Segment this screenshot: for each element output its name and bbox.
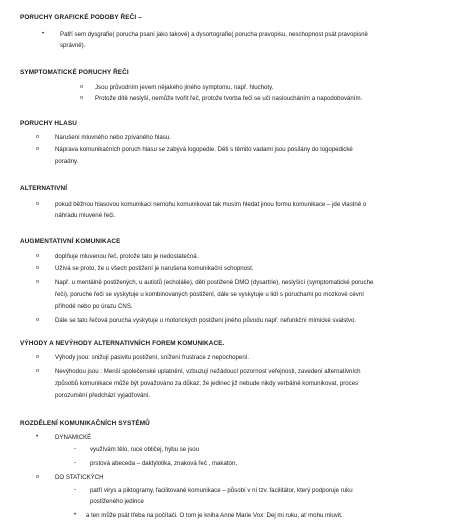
circle-bullet-icon [36,200,39,209]
list-item: a ten může psát třeba na počítači. O tom je kniha Anne Marie Vox: Dej mi ruku, ať mohu mluvit. [86,512,343,519]
list-item: Náprava komunikačních poruch hlasu se zabývá logopedie. Děti s těmito vadami jsou posílány do logopedické [55,146,353,153]
list-item: Protože dítě neslyší, nemůže tvořit řeč, protože tvorba řeči se učí nasloucháním a napodobováním. [95,95,363,102]
circle-bullet-icon [36,278,39,287]
bullet-icon [36,433,38,442]
list-item: Nevýhodou jsou : Menší společenské uplatnění, vzbuzují nežádoucí pozornost veřejnosti, zavedení alternativních [55,368,361,375]
list-item-continuation: postiženého jedince [90,498,144,505]
bullet-icon [42,30,44,39]
list-item: Např. u mentálně postižených, u autistů (echolálie), dětí postižené DMO (dysartrie), neslyšící (symptomatické poruche [55,279,374,286]
section-heading-alternative: ALTERNATIVNÍ [20,185,68,192]
section-heading-pros-cons: VÝHODY A NEVÝHODY ALTERNATIVNÍCH FOREM KOMUNIKACE. [20,340,225,347]
list-item-continuation: příhodě nebo po úrazu CNS. [55,303,133,310]
circle-bullet-icon [36,133,39,142]
section-heading-voice: PORUCHY HLASU [20,120,77,127]
dash-bullet-icon: - [74,446,76,452]
list-item: Výhody jsou: snižují pasivitu postižení, snížení frustrace z nepochopení. [55,354,250,361]
list-item: Užívá se proto, že u všech postižení je narušena komunikační schopnost. [55,265,254,272]
list-item: pokud běžnou hlasovou komunikaci nemohu komunikovat tak musím hledat jinou formu komunikace – jde vlastně o [55,201,367,208]
circle-bullet-icon [36,252,39,261]
dash-bullet-icon: - [74,487,76,493]
list-item-continuation: náhradu mluvené řeči. [55,212,116,219]
circle-bullet-icon [80,83,83,92]
list-item: DO STATICKÝCH [55,474,104,481]
section-heading-symptomatic: SYMPTOMATICKÉ PORUCHY ŘEČI [20,69,129,76]
list-item-continuation: porozumění předchází vyjadřování. [55,392,151,399]
list-item: využívám tělo, ruce obličej, hýbu se jsou [90,446,200,453]
list-item: prstová abeceda – daktylotika, znaková řeč , makaton, [90,460,238,467]
list-item: Patří sem dysgrafie( porucha psaní jako takové) a dysortografie( porucha pravopisu, neschopnost psát pravopisně [60,31,368,38]
section-heading-graphic-disorders: PORUCHY GRAFICKÉ PODOBY ŘEČI – [20,14,142,21]
list-item-continuation: poradny. [55,158,79,165]
list-item: patří virys a piktogramy, facilitované komunikace – působí v ní tzv. facilitátor, který podporuje ruku [90,487,353,494]
list-item-continuation: řeči), poruche řeči se vyskytuje u kombinovaných postižení, dále se vyskytuje u lidí s poruchami po mozkové cévní [55,291,364,298]
list-item: doplňuje mluvenou řeč, protože tato je nedostatečná. [55,253,199,260]
section-heading-augmentative: AUGMENTATIVNÍ KOMUNIKACE [20,238,121,245]
list-item-continuation: správně). [60,42,86,49]
circle-bullet-icon [36,367,39,376]
list-item: DYNAMICKÉ [55,434,92,441]
list-item-continuation: způsobů komunikace může být považováno za důkaz, že jedinec již nebude nikdy verbálně komunikovat, proces [55,380,359,387]
circle-bullet-icon [36,264,39,273]
circle-bullet-icon [80,94,83,103]
list-item: Narušení mluvného nebo zpívaného hlasu. [55,134,171,141]
dash-bullet-icon: - [74,460,76,466]
bullet-icon [74,511,76,520]
section-heading-systems: ROZDĚLENÍ KOMUNIKAČNÍCH SYSTÉMŮ [20,420,150,427]
circle-bullet-icon [36,316,39,325]
circle-bullet-icon [36,145,39,154]
list-item: Jsou průvodním jevem nějakého jiného symptomu, např. hluchoty. [95,84,274,91]
circle-bullet-icon [36,353,39,362]
list-item: Dále se tato řečová porucha vyskytuje u motorických postižení jiného původu např. nefunkční mimické svalstvo. [55,317,357,324]
circle-bullet-icon [36,473,39,482]
